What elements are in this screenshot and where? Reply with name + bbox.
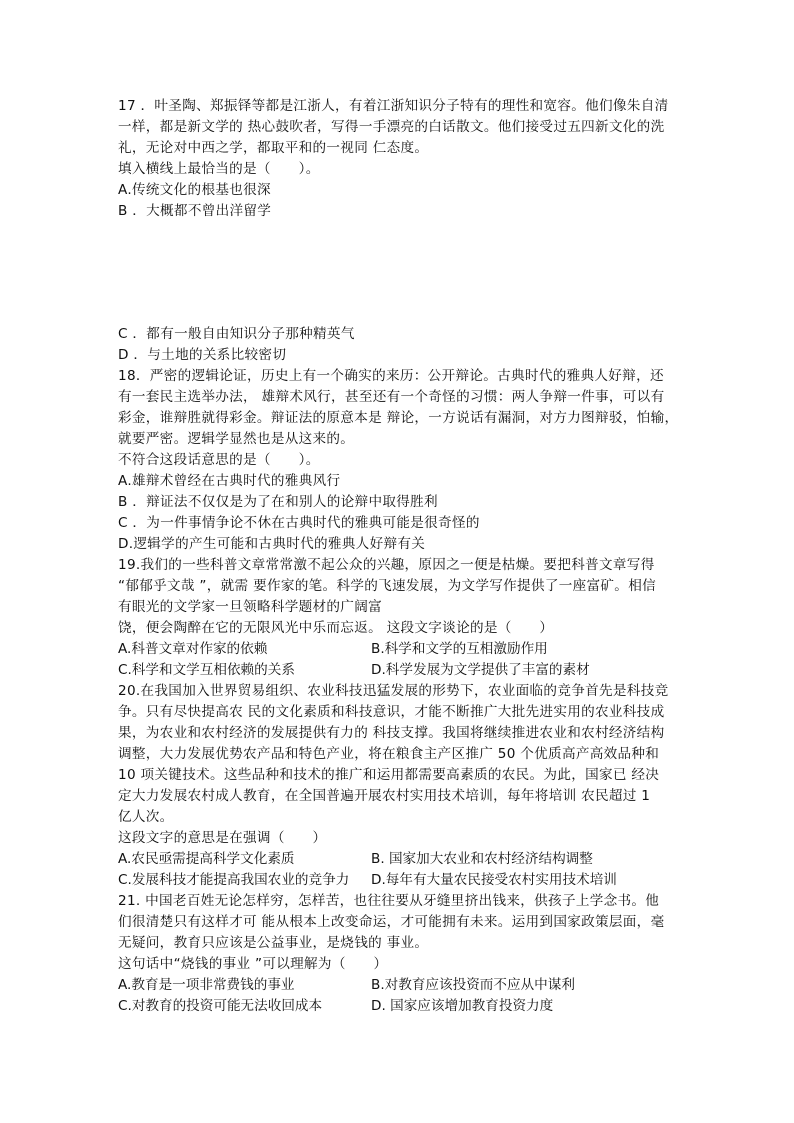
text-line: 们很清楚只有这样才可 能从根本上改变命运，才可能拥有未来。运用到国家政策层面，毫: [118, 914, 665, 930]
text-line: 19.我们的一些科普文章常常激不起公众的兴趣，原因之一便是枯燥。要把科普文章写得: [118, 557, 655, 573]
text-line: 彩金，谁辩胜就得彩金。辩证法的原意本是 辩论，一方说话有漏洞，对方力图辩驳，怕输，: [118, 410, 679, 426]
options-row: [118, 660, 698, 681]
option-d: D.逻辑学的产生可能和古典时代的雅典人好辩有关: [118, 536, 426, 552]
question-17-18-19: [118, 324, 698, 1017]
option-b: B. 国家加大农业和农村经济结构调整: [371, 851, 593, 867]
option-d: D. 国家应该增加教育投资力度: [371, 998, 554, 1014]
option-b: B.对教育应该投资而不应从中谋利: [371, 977, 575, 993]
text-line: 亿人次。: [118, 809, 174, 825]
text-line: “郁郁乎文哉 ”，就需 要作家的笔。科学的飞速发展，为文学写作提供了一座富矿。相信: [118, 578, 656, 594]
question-prompt: 填入横线上最恰当的是（ ）。: [118, 161, 320, 177]
text-line: 一样，都是新文学的 热心鼓吹者，写得一手漂亮的白话散文。他们接受过五四新文化的洗: [118, 119, 665, 135]
options-row: [118, 975, 698, 996]
option-d: D.每年有大量农民接受农村实用技术培训: [371, 872, 617, 888]
options-row: [118, 996, 698, 1017]
text-line: 无疑问，教育只应该是公益事业，是烧钱的 事业。: [118, 935, 429, 951]
question-prompt: 这句话中“烧钱的事业 ”可以理解为（ ）: [118, 956, 388, 972]
option-c: C ．都有一般自由知识分子那种精英气: [118, 326, 355, 342]
text-line: 果，为农业和农村经济的发展提供有力的 科技支撑。我国将继续推进农业和农村经济结构: [118, 725, 665, 741]
question-17: [118, 96, 698, 222]
text-line: 10 项关键技术。这些品种和技术的推广和运用都需要高素质的农民。为此，国家已 经决: [118, 767, 660, 783]
text-line: 就要严密。逻辑学显然也是从这来的。: [118, 431, 355, 447]
option-c: C.发展科技才能提高我国农业的竞争力: [118, 872, 350, 888]
question-prompt: 不符合这段话意思的是（ ）。: [118, 452, 320, 468]
text-line: 20.在我国加入世界贸易组织、农业科技迅猛发展的形势下，农业面临的竞争首先是科技竞: [118, 683, 669, 699]
text-line: 定大力发展农村成人教育，在全国普遍开展农村实用技术培训，每年将培训 农民超过 1: [118, 788, 651, 804]
option-b: B.科学和文学的互相激励作用: [371, 641, 548, 657]
question-prompt: 饶，便会陶醉在它的无限风光中乐而忘返。 这段文字谈论的是（ ）: [118, 620, 554, 636]
text-line: 礼，无论对中西之学，都取平和的一视同 仁态度。: [118, 140, 429, 156]
option-a: A.教育是一项非常费钱的事业: [118, 977, 295, 993]
text-line: 调整，大力发展优势农产品和特色产业，将在粮食主产区推广 50 个优质高产高效品种和: [118, 746, 660, 762]
option-a: A.雄辩术曾经在古典时代的雅典风行: [118, 473, 341, 489]
option-a: A.农民亟需提高科学文化素质: [118, 851, 295, 867]
text-line: 争。只有尽快提高农 民的文化素质和科技意识，才能不断推广大批先进实用的农业科技成: [118, 704, 665, 720]
option-b: B ．辩证法不仅仅是为了在和别人的论辩中取得胜利: [118, 494, 438, 510]
options-row: [118, 639, 698, 660]
options-row: [118, 870, 698, 891]
text-line: 有一套民主选举办法， 雄辩术风行，甚至还有一个奇怪的习惯：两人争辩一件事，可以有: [118, 389, 665, 405]
option-c: C ．为一件事情争论不休在古典时代的雅典可能是很奇怪的: [118, 515, 480, 531]
option-a: A.科普文章对作家的依赖: [118, 641, 268, 657]
text-line: 17 ．叶圣陶、郑振铎等都是江浙人，有着江浙知识分子特有的理性和宽容。他们像朱自清: [118, 98, 669, 114]
option-d: D ．与土地的关系比较密切: [118, 347, 287, 363]
option-d: D.科学发展为文学提供了丰富的素材: [371, 662, 590, 678]
option-c: C.科学和文学互相依赖的关系: [118, 662, 295, 678]
option-c: C.对教育的投资可能无法收回成本: [118, 998, 323, 1014]
text-line: 18．严密的逻辑论证，历史上有一个确实的来历：公开辩论。古典时代的雅典人好辩，还: [118, 368, 664, 384]
options-row: [118, 849, 698, 870]
option-b: B ．大概都不曾出洋留学: [118, 203, 272, 219]
text-line: 有眼光的文学家一旦领略科学题材的广阔富: [118, 599, 382, 615]
question-prompt: 这段文字的意思是在强调（ ）: [118, 830, 327, 846]
option-a: A.传统文化的根基也很深: [118, 182, 271, 198]
text-line: 21. 中国老百姓无论怎样穷，怎样苦，也往往要从牙缝里挤出钱来，供孩子上学念书。他: [118, 893, 660, 909]
